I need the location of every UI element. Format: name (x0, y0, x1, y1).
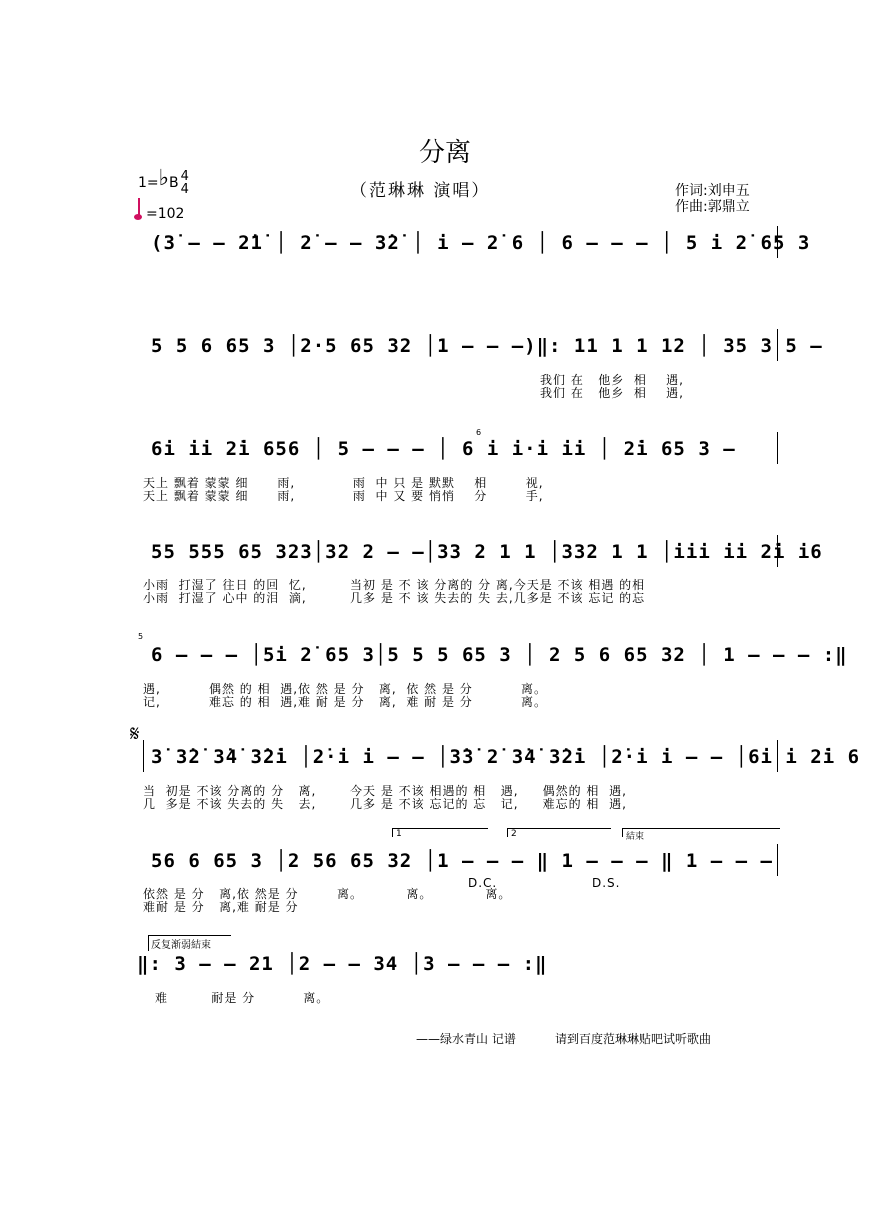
lyrics-line: 当 初是 不该 分离的 分 离, 今天 是 不该 相遇的 相 遇, 偶然的 相 遇, (143, 784, 627, 798)
lyrics-line: 几 多是 不该 失去的 失 去, 几多 是 不该 忘记的 忘 记, 难忘的 相 遇, (143, 797, 627, 811)
notation-row-3 (143, 438, 778, 468)
notation-text: 3̇ 3̇2̇ 3̇4̇ 3̇2̇i │2̇·i i — — │3̇3̇ 2̇ 3̇4̇ 3̇2̇i │2̇·i i — — │6i i 2̇i 6 (151, 746, 861, 768)
notation-text: (3̇ — — 2̇1̇ │ 2̇ — — 3̇2̇ │ i — 2̇ 6 │ 6 — — — │ 5 i 2̇ 65 3 (151, 232, 811, 254)
barline (777, 226, 778, 258)
notation-text: 55 555 65 323│32 2 — —│33 2 1 1 │332 1 1 │iii ii 2̇i i6 (151, 541, 823, 563)
lyrics-line: 难耐 是 分 离,难 耐是 分 (143, 900, 299, 914)
performer-credit: （范琳琳 演唱） (350, 181, 491, 201)
composer: 作曲:郭鼎立 (675, 199, 750, 215)
notation-row-5 (143, 644, 848, 674)
time-bottom: 4 (180, 182, 189, 197)
page-title: 分离 (418, 138, 471, 168)
lyrics-line: 遇, 偶然 的 相 遇,依 然 是 分 离, 依 然 是 分 离。 (143, 682, 547, 696)
transcriber-credit: ——绿水青山 记谱 (416, 1032, 516, 1046)
lyricist: 作词:刘申五 (675, 183, 750, 199)
time-top: 4 (180, 169, 189, 184)
tempo-value: =102 (146, 206, 185, 222)
lyrics-line: 难 耐是 分 离。 (155, 991, 330, 1005)
listen-note: 请到百度范琳琳贴吧试听歌曲 (555, 1032, 712, 1046)
key-note: B (169, 175, 179, 191)
tempo-marking (138, 198, 184, 222)
grace-note: 6 (476, 428, 482, 437)
notation-row-1 (143, 232, 811, 262)
key-signature (138, 168, 189, 196)
dal-segno: D.S. (592, 876, 621, 890)
fade-ending-label: 反复渐弱結束 (148, 935, 231, 951)
barline (777, 844, 778, 876)
lyrics-line: 记, 难忘 的 相 遇,难 耐 是 分 离, 难 耐 是 分 离。 (143, 695, 547, 709)
segno-icon: 𝄋 (130, 722, 140, 747)
volta-1: 1 (392, 828, 488, 837)
notation-text: ‖: 3 — — 21 │2 — — 34 │3 — — — :‖ (137, 953, 548, 975)
notation-text: 56 6 65 3 │2 56 65 32 │1 — — — ‖ 1 — — — ‖ 1 — — — (151, 850, 773, 872)
notation-row-8 (137, 953, 548, 983)
notation-row-7 (143, 850, 778, 880)
notation-row-2 (143, 335, 823, 365)
lyrics-line: 小雨 打湿了 往日 的回 忆, 当初 是 不 该 分离的 分 离,今天是 不该 相遇 的相 (143, 578, 646, 592)
barline (777, 740, 778, 772)
notation-text: 5 5 6 65 3 │2·5 65 32 │1 — — —)‖: 11 1 1 12 │ 35 3 5 — (151, 335, 823, 357)
barline (777, 535, 778, 567)
lyrics-line: 小雨 打湿了 心中 的泪 滴, 几多 是 不 该 失去的 失 去,几多是 不该 忘记 的忘 (143, 591, 646, 605)
grace-note: 5 (138, 632, 144, 641)
quarter-note-icon (138, 198, 146, 218)
lyrics-line: 天上 飘着 蒙蒙 细 雨, 雨 中 只 是 默默 相 视, (143, 476, 544, 490)
flat-icon: ♭ (158, 166, 170, 191)
lyrics-line: 我们 在 他乡 相 遇, (540, 386, 684, 400)
da-capo: D.C. (468, 876, 498, 890)
lyrics-line: 依然 是 分 离,依 然是 分 离。 离。 离。 (143, 887, 512, 901)
coda-ending: 結束 (622, 828, 780, 837)
key-prefix: 1= (138, 175, 159, 191)
barline (777, 329, 778, 361)
notation-row-6 (143, 746, 861, 776)
notation-text: 6i ii 2̇i 656 │ 5 — — — │ 6 i i·i ii │ 2̇i 65 3 — (151, 438, 736, 460)
notation-row-4 (143, 541, 823, 571)
lyrics-line: 天上 飘着 蒙蒙 细 雨, 雨 中 又 要 悄悄 分 手, (143, 489, 544, 503)
notation-text: 6 — — — │5i 2̇ 65 3│5 5 5 65 3 │ 2 5 6 65 32 │ 1 — — — :‖ (151, 644, 848, 666)
volta-2: 2 (507, 828, 611, 837)
barline (777, 432, 778, 464)
time-signature (181, 170, 189, 196)
lyrics-line: 我们 在 他乡 相 遇, (540, 373, 684, 387)
barline (143, 740, 144, 772)
